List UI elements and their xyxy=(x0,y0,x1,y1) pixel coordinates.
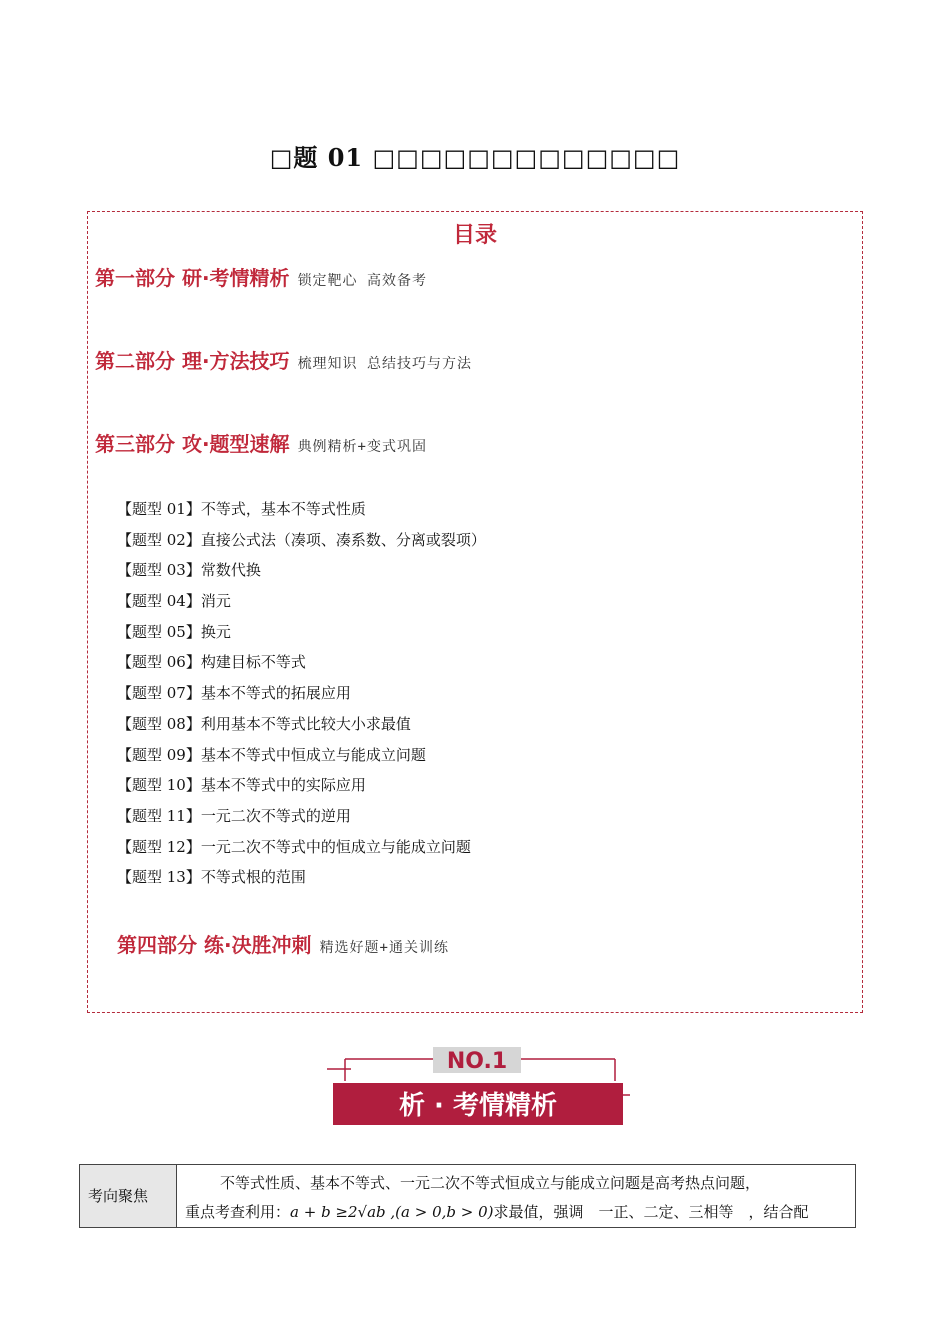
toc-part-4[interactable] xyxy=(117,929,449,958)
list-item[interactable]: 【题型 03】常数代换 xyxy=(117,561,261,580)
part-name: 第三部分 攻·题型速解 xyxy=(95,432,290,456)
list-item[interactable]: 【题型 13】不等式根的范围 xyxy=(117,868,306,887)
part-name: 第二部分 理·方法技巧 xyxy=(95,349,290,373)
banner-number: NO.1 xyxy=(446,1049,508,1074)
toc-heading: 目录 xyxy=(452,223,497,248)
focus-line-1: 不等式性质、基本不等式、一元二次不等式恒成立与能成立问题是高考热点问题， xyxy=(220,1174,761,1192)
part-name: 第一部分 研·考情精析 xyxy=(95,266,290,290)
toc-part-3[interactable] xyxy=(95,428,427,457)
list-item[interactable]: 【题型 09】基本不等式中恒成立与能成立问题 xyxy=(117,745,426,764)
section-banner xyxy=(325,1045,630,1127)
part-name: 第四部分 练·决胜冲刺 xyxy=(117,933,312,957)
page-title: □题 01 □□□□□□□□□□□□□ xyxy=(269,143,681,172)
part-desc: 典例精析+变式巩固 xyxy=(297,439,427,455)
focus-text xyxy=(185,1169,850,1227)
list-item[interactable]: 【题型 04】消元 xyxy=(117,592,231,611)
focus-label: 考向聚焦 xyxy=(80,1165,177,1227)
part-desc: 梳理知识 总结技巧与方法 xyxy=(297,356,472,372)
list-item[interactable]: 【题型 11】一元二次不等式的逆用 xyxy=(117,806,351,825)
list-item[interactable]: 【题型 12】一元二次不等式中的恒成立与能成立问题 xyxy=(117,837,471,856)
toc-part-1[interactable] xyxy=(95,262,427,291)
list-item[interactable]: 【题型 08】利用基本不等式比较大小求最值 xyxy=(117,714,411,733)
list-item[interactable]: 【题型 10】基本不等式中的实际应用 xyxy=(117,776,366,795)
banner-label: 析 · 考情精析 xyxy=(399,1091,557,1121)
toc-part-2[interactable] xyxy=(95,345,472,374)
part-desc: 锁定靶心 高效备考 xyxy=(297,273,427,289)
list-item[interactable]: 【题型 05】换元 xyxy=(117,622,231,641)
focus-table xyxy=(79,1164,856,1228)
list-item[interactable]: 【题型 07】基本不等式的拓展应用 xyxy=(117,684,351,703)
list-item[interactable]: 【题型 02】直接公式法（凑项、凑系数、分离或裂项） xyxy=(117,530,486,549)
inequality-formula: a + b ≥2√ab ,(a > 0,b > 0) xyxy=(290,1203,494,1221)
list-item[interactable]: 【题型 06】构建目标不等式 xyxy=(117,653,306,672)
focus-line-2: 重点考查利用：a + b ≥2√ab ,(a > 0,b > 0)求最值，强调 一正、二定、三相等 ，结合配 xyxy=(185,1203,809,1221)
question-type-list xyxy=(117,497,486,896)
part-desc: 精选好题+通关训练 xyxy=(319,940,449,956)
list-item[interactable]: 【题型 01】不等式，基本不等式性质 xyxy=(117,500,366,518)
